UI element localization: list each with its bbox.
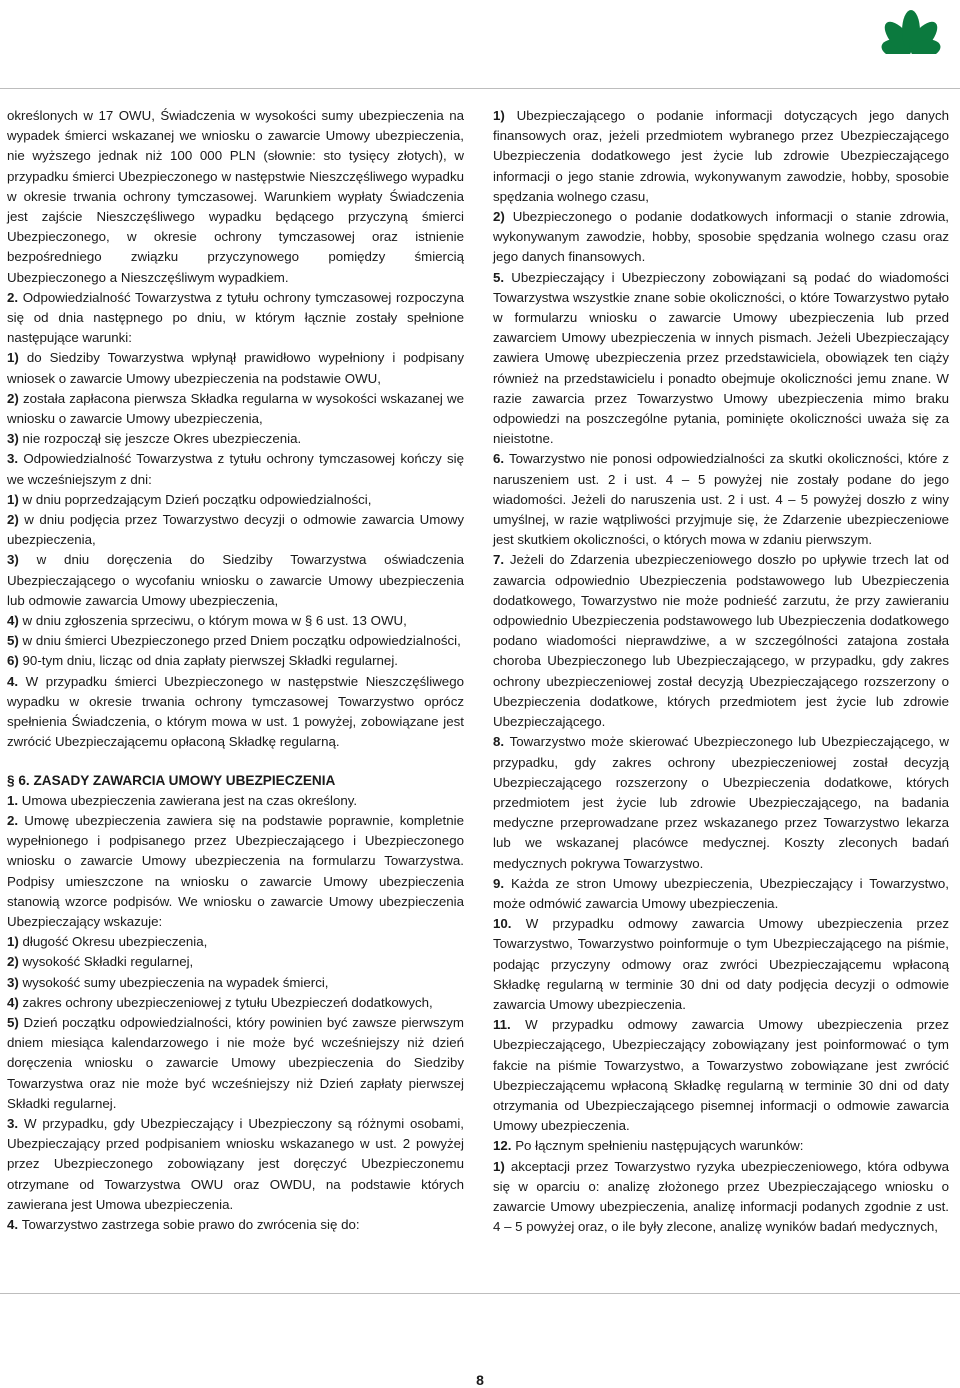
paragraph-number: 1) bbox=[7, 491, 23, 507]
logo-leaves bbox=[880, 10, 943, 54]
paragraph-number: 5) bbox=[7, 1014, 24, 1030]
paragraph: 1) w dniu poprzedzającym Dzień początku odpowiedzialności, bbox=[7, 491, 372, 507]
paragraph-number: 7. bbox=[493, 552, 510, 568]
page-number: 8 bbox=[476, 1372, 484, 1388]
paragraph: 1) Ubezpieczającego o podanie informacji dotyczących jego danych finansowych oraz, jeżeli przedmiotem wybranego przez Ubezpieczającego Ubezpieczenia dodatkowego jest życie lub zdrowie Ubezpieczającego informacji o jego stanie zdrowia, wykonywanym zawodzie, hobby, sposobie spędzania wolnego czasu, bbox=[493, 108, 949, 204]
paragraph: 5. Ubezpieczający i Ubezpieczony zobowiązani są podać do wiadomości Towarzystwa wszystkie znane sobie okoliczności, o które Towarzystwo pytało w formularzu wniosku o zawarcie Umowy ubezpieczenia lub przed zawarciem Umowy ubezpieczenia w innych pismach. Jeżeli Ubezpieczający zawiera Umowę ubezpieczenia przez przedstawiciela, obowiązek ten ciąży również na przedstawicielu i ponadto obejmuje okoliczności jemu znane. W razie zawarcia przez Towarzystwo Umowy ubezpieczenia mimo braku odpowiedzi na poszczególne pytania, pominięte okoliczności uważa się za nieistotne. bbox=[493, 269, 949, 447]
paragraph: 8. Towarzystwo może skierować Ubezpieczonego lub Ubezpieczającego, w przypadku, gdy zakres ochrony ubezpieczeniowej został decyzją Ubezpieczającego rozszerzony o Ubezpieczenia dodatkowe, których przedmiotem jest życie lub zdrowie Ubezpieczającego, na badania medyczne przeprowadzane przez wskazanego przez Towarzystwo lekarza lub we wskazanej placówce medycznej. Koszty zleconych badań medycznych pokrywa Towarzystwo. bbox=[493, 734, 949, 871]
paragraph-number: 3) bbox=[7, 431, 23, 447]
paragraph-number: 12. bbox=[493, 1138, 516, 1154]
paragraph-number: 1) bbox=[7, 350, 27, 366]
paragraph: 5) w dniu śmierci Ubezpieczonego przed Dniem początku odpowiedzialności, bbox=[7, 633, 461, 649]
paragraph-number: 4) bbox=[7, 994, 23, 1010]
paragraph: 4. Towarzystwo zastrzega sobie prawo do zwrócenia się do: bbox=[7, 1216, 360, 1232]
paragraph-number: 3. bbox=[7, 451, 24, 467]
paragraph: 7. Jeżeli do Zdarzenia ubezpieczeniowego doszło po upływie trzech lat od zawarcia odpowiednio Ubezpieczenia podstawowego lub Ubezpieczenia dodatkowego, Towarzystwo nie może podnieść zarzutu, że przy zawieraniu odpowiednio Ubezpieczenia podstawowego lub Ubezpieczenia dodatkowego podano wiadomości nieprawdziwe, a w szczególności zatajona została choroba Ubezpieczonego lub Ubezpieczającego, w przypadku, gdy zakres ochrony ubezpieczeniowej został decyzją Ubezpieczającego rozszerzony o Ubezpieczenia dodatkowe, których przedmiotem jest życie lub zdrowie Ubezpieczającego. bbox=[493, 552, 949, 730]
paragraph-number: 6. bbox=[493, 451, 510, 467]
paragraph: 9. Każda ze stron Umowy ubezpieczenia, Ubezpieczający i Towarzystwo, może odmówić zawarcia Umowy ubezpieczenia. bbox=[493, 875, 949, 911]
paragraph: 3) wysokość sumy ubezpieczenia na wypadek śmierci, bbox=[7, 974, 329, 990]
paragraph: 2. Umowę ubezpieczenia zawiera się na podstawie poprawnie, kompletnie wypełnionego i podpisanego przez Ubezpieczającego i Ubezpieczonego wniosku o zawarcie Umowy ubezpieczenia na formularzu Towarzystwa. Podpisy umieszczone na wniosku o zawarcie Umowy ubezpieczenia stanowią wzorce podpisów. We wniosku o zawarcie Umowy ubezpieczenia Ubezpieczający wskazuje: bbox=[7, 812, 464, 929]
paragraph: 2) w dniu podjęcia przez Towarzystwo decyzji o odmowie zawarcia Umowy ubezpieczenia, bbox=[7, 512, 464, 548]
paragraph: 1) długość Okresu ubezpieczenia, bbox=[7, 934, 208, 950]
paragraph: 5) Dzień początku odpowiedzialności, który powinien być zawsze pierwszym dniem miesiąca kalendarzowego i nie może być wcześniejszy niż dzień doręczenia wniosku o zawarcie Umowy ubezpieczenia do Siedziby Towarzystwa oraz nie może być wcześniejszy niż Dzień zapłaty pierwszej Składki regularnej. bbox=[7, 1014, 464, 1111]
section-heading: § 6. ZASADY ZAWARCIA UMOWY UBEZPIECZENIA bbox=[7, 772, 336, 788]
paragraph: 2) Ubezpieczonego o podanie dodatkowych informacji o stanie zdrowia, wykonywanym zawodzie, hobby, sposobie spędzania wolnego czasu oraz jego danych finansowych. bbox=[493, 209, 949, 265]
fan-shaped-leaf-logo-icon bbox=[866, 4, 956, 54]
paragraph-number: 4. bbox=[7, 673, 26, 689]
paragraph-number: 2) bbox=[7, 512, 25, 528]
paragraph-number: 1) bbox=[7, 934, 23, 950]
right-column bbox=[493, 106, 949, 1237]
top-divider bbox=[0, 88, 960, 89]
paragraph-number: 3. bbox=[7, 1115, 24, 1131]
paragraph-number: 9. bbox=[493, 875, 511, 891]
paragraph: 1) do Siedziby Towarzystwa wpłynął prawidłowo wypełniony i podpisany wniosek o zawarcie Umowy ubezpieczenia na podstawie OWU, bbox=[7, 350, 464, 386]
paragraph: 3. W przypadku, gdy Ubezpieczający i Ubezpieczony są różnymi osobami, Ubezpieczający przed podpisaniem wniosku wskazanego w ust. 2 powyżej przez Ubezpieczonego zobowiązany jest doręczyć Ubezpieczonemu otrzymane od Towarzystwa OWU oraz OWDU, na podstawie których zawierana jest Umowa ubezpieczenia. bbox=[7, 1115, 464, 1212]
paragraph: 4) w dniu zgłoszenia sprzeciwu, o którym mowa w § 6 ust. 13 OWU, bbox=[7, 613, 407, 629]
paragraph: 4) zakres ochrony ubezpieczeniowej z tytułu Ubezpieczeń dodatkowych, bbox=[7, 994, 433, 1010]
paragraph-number: 2. bbox=[7, 812, 25, 828]
left-column bbox=[7, 106, 464, 1235]
paragraph: określonych w 17 OWU, Świadczenia w wysokości sumy ubezpieczenia na wypadek śmierci wskazanej we wniosku o zawarcie Umowy ubezpieczenia, nie wyższego jednak niż 100 000 PLN (słownie: sto tysięcy złotych), w przypadku śmierci Ubezpieczonego w następstwie Nieszczęśliwego wypadku w okresie trwania ochrony tymczasowej. Warunkiem wypłaty Świadczenia jest zajście Nieszczęśliwego wypadku będącego przyczyną śmierci Ubezpieczonego, w okresie ochrony tymczasowej oraz istnienie bezpośredniego związku przyczynowego pomiędzy śmiercią Ubezpieczonego a Nieszczęśliwym wypadkiem. bbox=[7, 108, 464, 285]
paragraph-number: 10. bbox=[493, 916, 526, 932]
paragraph-number: 2. bbox=[7, 289, 23, 305]
paragraph: 11. W przypadku odmowy zawarcia Umowy ubezpieczenia przez Ubezpieczającego, Ubezpieczający zobowiązany jest poinformować o tym fakcie na piśmie Towarzystwo, a Towarzystwo zobowiązane jest zwrócić Ubezpieczającemu wpłaconą Składkę regularną w terminie 30 dni od daty otrzymania od Ubezpieczającego pisemnej informacji o odmowie zawarcia Umowy ubezpieczenia. bbox=[493, 1017, 949, 1134]
paragraph-number: 11. bbox=[493, 1017, 526, 1033]
bottom-divider bbox=[0, 1293, 960, 1294]
paragraph-number: 2) bbox=[7, 954, 23, 970]
paragraph-number: 6) bbox=[7, 653, 23, 669]
paragraph-number: 4. bbox=[7, 1216, 22, 1232]
paragraph-number: 2) bbox=[493, 209, 513, 225]
paragraph-number: 4) bbox=[7, 613, 23, 629]
paragraph-number: 2) bbox=[7, 390, 23, 406]
paragraph-number: 1. bbox=[7, 792, 22, 808]
paragraph: 6) 90-tym dniu, licząc od dnia zapłaty pierwszej Składki regularnej. bbox=[7, 653, 398, 669]
paragraph-number: 8. bbox=[493, 734, 510, 750]
paragraph: 2. Odpowiedzialność Towarzystwa z tytułu ochrony tymczasowej rozpoczyna się od dnia następnego po dniu, w którym łącznie zostały spełnione następujące warunki: bbox=[7, 289, 464, 346]
paragraph: 3) nie rozpoczął się jeszcze Okres ubezpieczenia. bbox=[7, 431, 302, 447]
paragraph: 2) została zapłacona pierwsza Składka regularna w wysokości wskazanej we wniosku o zawarcie Umowy ubezpieczenia, bbox=[7, 390, 464, 427]
paragraph: 10. W przypadku odmowy zawarcia Umowy ubezpieczenia przez Towarzystwo, Towarzystwo poinformuje o tym Ubezpieczającego na piśmie, podając przyczyny odmowy oraz zwróci Ubezpieczającemu wpłaconą Składkę regularną w terminie 30 dni od daty podjęcia decyzji o odmowie zawarcia Umowy ubezpieczenia. bbox=[493, 916, 949, 1012]
paragraph-number: 1) bbox=[493, 1158, 511, 1174]
paragraph-number: 5. bbox=[493, 269, 512, 285]
paragraph: 6. Towarzystwo nie ponosi odpowiedzialności za skutki okoliczności, które z naruszeniem ust. 2 i ust. 4 – 5 powyżej nie zostały podane do jego wiadomości. Jeżeli do naruszenia ust. 2 i ust. 4 – 5 powyżej doszło z winy umyślnej, w razie wątpliwości przyjmuje się, że Zdarzenie ubezpieczeniowe jest skutkiem okoliczności, o których mowa w zdaniu pierwszym. bbox=[493, 451, 949, 548]
paragraph: 12. Po łącznym spełnieniu następujących warunków: bbox=[493, 1138, 804, 1154]
paragraph-number: 5) bbox=[7, 633, 23, 649]
paragraph: 1. Umowa ubezpieczenia zawierana jest na czas określony. bbox=[7, 792, 358, 808]
paragraph-number: 3) bbox=[7, 552, 37, 568]
paragraph: 2) wysokość Składki regularnej, bbox=[7, 954, 194, 970]
paragraph: 3. Odpowiedzialność Towarzystwa z tytułu ochrony tymczasowej kończy się we wcześniejszym z dni: bbox=[7, 451, 464, 487]
paragraph: 4. W przypadku śmierci Ubezpieczonego w następstwie Nieszczęśliwego wypadku w okresie trwania ochrony tymczasowej Towarzystwo oprócz spełnienia Świadczenia, o którym mowa w ust. 1 powyżej, zobowiązane jest zwrócić Ubezpieczającemu opłaconą Składkę regularną. bbox=[7, 673, 464, 750]
paragraph-number: 1) bbox=[493, 108, 517, 123]
paragraph: 3) w dniu doręczenia do Siedziby Towarzystwa oświadczenia Ubezpieczającego o wycofaniu wniosku o zawarcie Umowy ubezpieczenia lub odmowie zawarcia Umowy ubezpieczenia, bbox=[7, 552, 464, 608]
paragraph: 1) akceptacji przez Towarzystwo ryzyka ubezpieczeniowego, która odbywa się w oparciu o: analizę złożonego przez Ubezpieczającego wniosku o zawarcie Umowy ubezpieczenia, analizę informacji podanych zgodnie z ust. 4 – 5 powyżej oraz, o ile były zlecone, analizę wyników badań medycznych, bbox=[493, 1158, 949, 1235]
paragraph-number: 3) bbox=[7, 974, 23, 990]
